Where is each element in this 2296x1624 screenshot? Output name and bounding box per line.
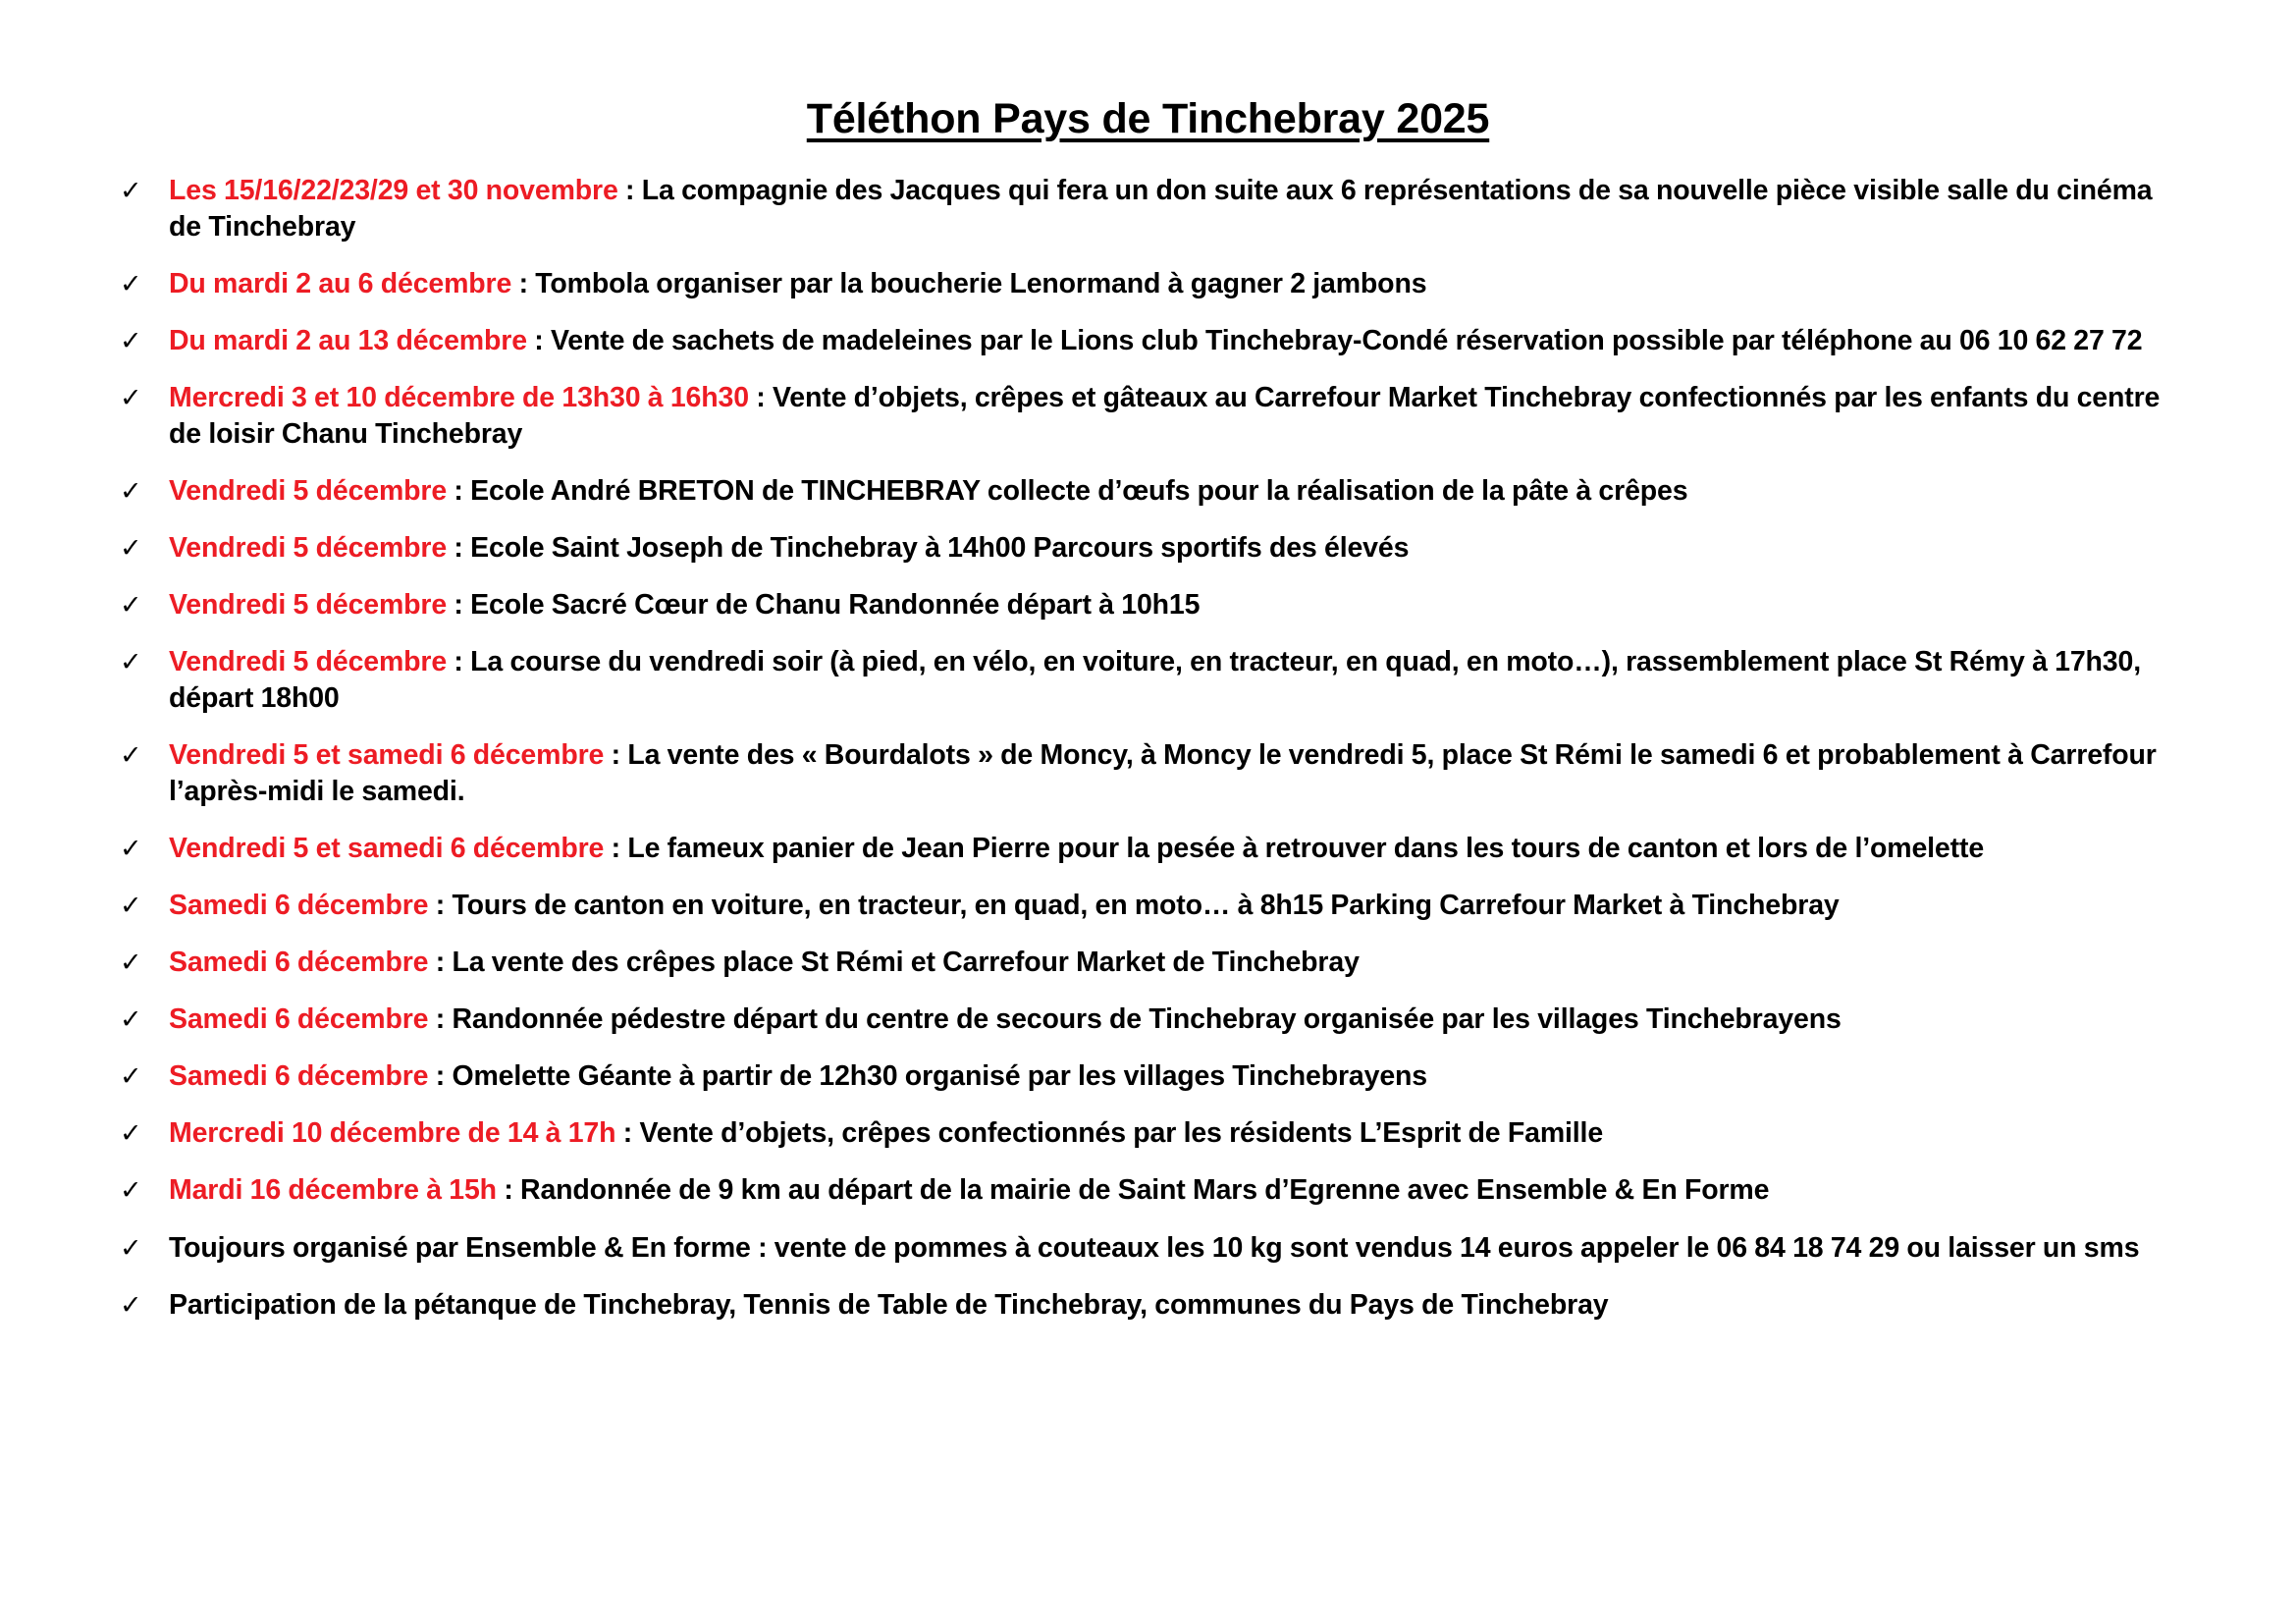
event-separator: : [615,1117,640,1150]
list-item [116,644,2180,717]
list-item [116,266,2180,302]
checkmark-icon: ✓ [120,475,142,506]
event-date-label: Du mardi 2 au 6 décembre [169,267,512,299]
event-separator: : [511,267,536,299]
checkmark-icon: ✓ [120,891,142,921]
list-item [116,473,2180,510]
event-separator: : [447,646,471,678]
event-separator: : [617,174,642,206]
checkmark-icon: ✓ [120,589,142,620]
event-description: Le fameux panier de Jean Pierre pour la pesée à retrouver dans les tours de canton et lors de l’omelette [627,833,1985,865]
event-description: Participation de la pétanque de Tinchebray, Tennis de Table de Tinchebray, communes du Pays de Tinchebray [169,1288,1609,1321]
list-item [116,1001,2180,1038]
event-description: La compagnie des Jacques qui fera un don suite aux 6 représentations de sa nouvelle pièce visible salle du cinéma de Tinchebray [169,174,2153,243]
checkmark-icon: ✓ [120,1289,142,1320]
event-date-label: Vendredi 5 décembre [169,531,448,564]
event-date-label: Samedi 6 décembre [169,1060,429,1093]
event-date-label: Du mardi 2 au 13 décembre [169,324,527,356]
event-date-label: Vendredi 5 décembre [169,646,448,678]
checkmark-icon: ✓ [120,268,142,298]
event-date-label: Mardi 16 décembre à 15h [169,1174,497,1207]
event-date-label: Vendredi 5 et samedi 6 décembre [169,739,605,772]
event-description: Vente d’objets, crêpes confectionnés par les résidents L’Esprit de Famille [639,1117,1604,1150]
event-separator: : [526,324,551,356]
event-date-label: Vendredi 5 décembre [169,474,448,507]
event-description: Randonnée de 9 km au départ de la mairie de Saint Mars d’Egrenne avec Ensemble & En Forme [520,1174,1770,1207]
event-separator: : [428,947,453,979]
checkmark-icon: ✓ [120,1175,142,1206]
checkmark-icon: ✓ [120,1061,142,1092]
event-date-label: Samedi 6 décembre [169,947,429,979]
event-description: Ecole Sacré Cœur de Chanu Randonnée départ à 10h15 [470,588,1201,621]
checkmark-icon: ✓ [120,175,142,205]
event-separator: : [447,588,471,621]
event-description: Ecole André BRETON de TINCHEBRAY collecte d’œufs pour la réalisation de la pâte à crêpes [470,474,1688,507]
event-description: La vente des crêpes place St Rémi et Carrefour Market de Tinchebray [452,947,1360,979]
list-item [116,1115,2180,1152]
list-item [116,323,2180,359]
checkmark-icon: ✓ [120,532,142,563]
event-date-label: Samedi 6 décembre [169,890,429,922]
event-description: Tours de canton en voiture, en tracteur, en quad, en moto… à 8h15 Parking Carrefour Market à Tinchebray [452,890,1840,922]
checkmark-icon: ✓ [120,947,142,978]
event-date-label: Vendredi 5 et samedi 6 décembre [169,833,605,865]
event-separator: : [428,890,453,922]
list-item [116,945,2180,981]
checkmark-icon: ✓ [120,1004,142,1035]
checkmark-icon: ✓ [120,647,142,677]
checkmark-icon: ✓ [120,382,142,412]
event-description: La vente des « Bourdalots » de Moncy, à Moncy le vendredi 5, place St Rémi le samedi 6 et probablement à Carrefour l’après-midi le samedi. [169,739,2157,808]
event-separator: : [447,474,471,507]
event-description: Vente de sachets de madeleines par le Lions club Tinchebray-Condé réservation possible par téléphone au 06 10 62 27 72 [550,324,2143,356]
page-title [116,94,2180,145]
list-item [116,1287,2180,1324]
event-separator: : [428,1060,453,1093]
page-title-text: Téléthon Pays de Tinchebray 2025 [806,95,1490,142]
checkmark-icon: ✓ [120,1232,142,1263]
event-description: Omelette Géante à partir de 12h30 organisé par les villages Tinchebrayens [452,1060,1427,1093]
list-item [116,831,2180,867]
event-description: La course du vendredi soir (à pied, en vélo, en voiture, en tracteur, en quad, en moto…), rassemblement place St Rémy à 17h30, départ 18h00 [169,646,2141,715]
list-item [116,1172,2180,1209]
list-item [116,173,2180,245]
event-separator: : [428,1003,453,1036]
event-separator: : [604,833,628,865]
event-separator: : [447,531,471,564]
event-date-label: Mercredi 3 et 10 décembre de 13h30 à 16h30 [169,381,749,413]
event-separator: : [496,1174,521,1207]
list-item [116,380,2180,453]
event-date-label: Mercredi 10 décembre de 14 à 17h [169,1117,616,1150]
event-list [116,173,2180,1324]
event-separator: : [604,739,628,772]
list-item [116,587,2180,623]
event-date-label: Samedi 6 décembre [169,1003,429,1036]
checkmark-icon: ✓ [120,834,142,864]
list-item [116,888,2180,924]
event-description: Ecole Saint Joseph de Tinchebray à 14h00 Parcours sportifs des élevés [470,531,1410,564]
list-item [116,1230,2180,1267]
event-date-label: Les 15/16/22/23/29 et 30 novembre [169,174,618,206]
event-date-label: Vendredi 5 décembre [169,588,448,621]
checkmark-icon: ✓ [120,325,142,355]
list-item [116,1058,2180,1095]
event-description: Tombola organiser par la boucherie Lenormand à gagner 2 jambons [535,267,1427,299]
list-item [116,530,2180,567]
event-description: Toujours organisé par Ensemble & En forme : vente de pommes à couteaux les 10 kg sont vendus 14 euros appeler le 06 84 18 74 29 ou laisser un sms [169,1231,2140,1264]
checkmark-icon: ✓ [120,740,142,771]
checkmark-icon: ✓ [120,1118,142,1149]
event-separator: : [748,381,773,413]
event-description: Randonnée pédestre départ du centre de secours de Tinchebray organisée par les villages Tinchebrayens [452,1003,1842,1036]
event-description: Vente d’objets, crêpes et gâteaux au Carrefour Market Tinchebray confectionnés par les enfants du centre de loisir Chanu Tinchebray [169,381,2161,450]
list-item [116,737,2180,810]
